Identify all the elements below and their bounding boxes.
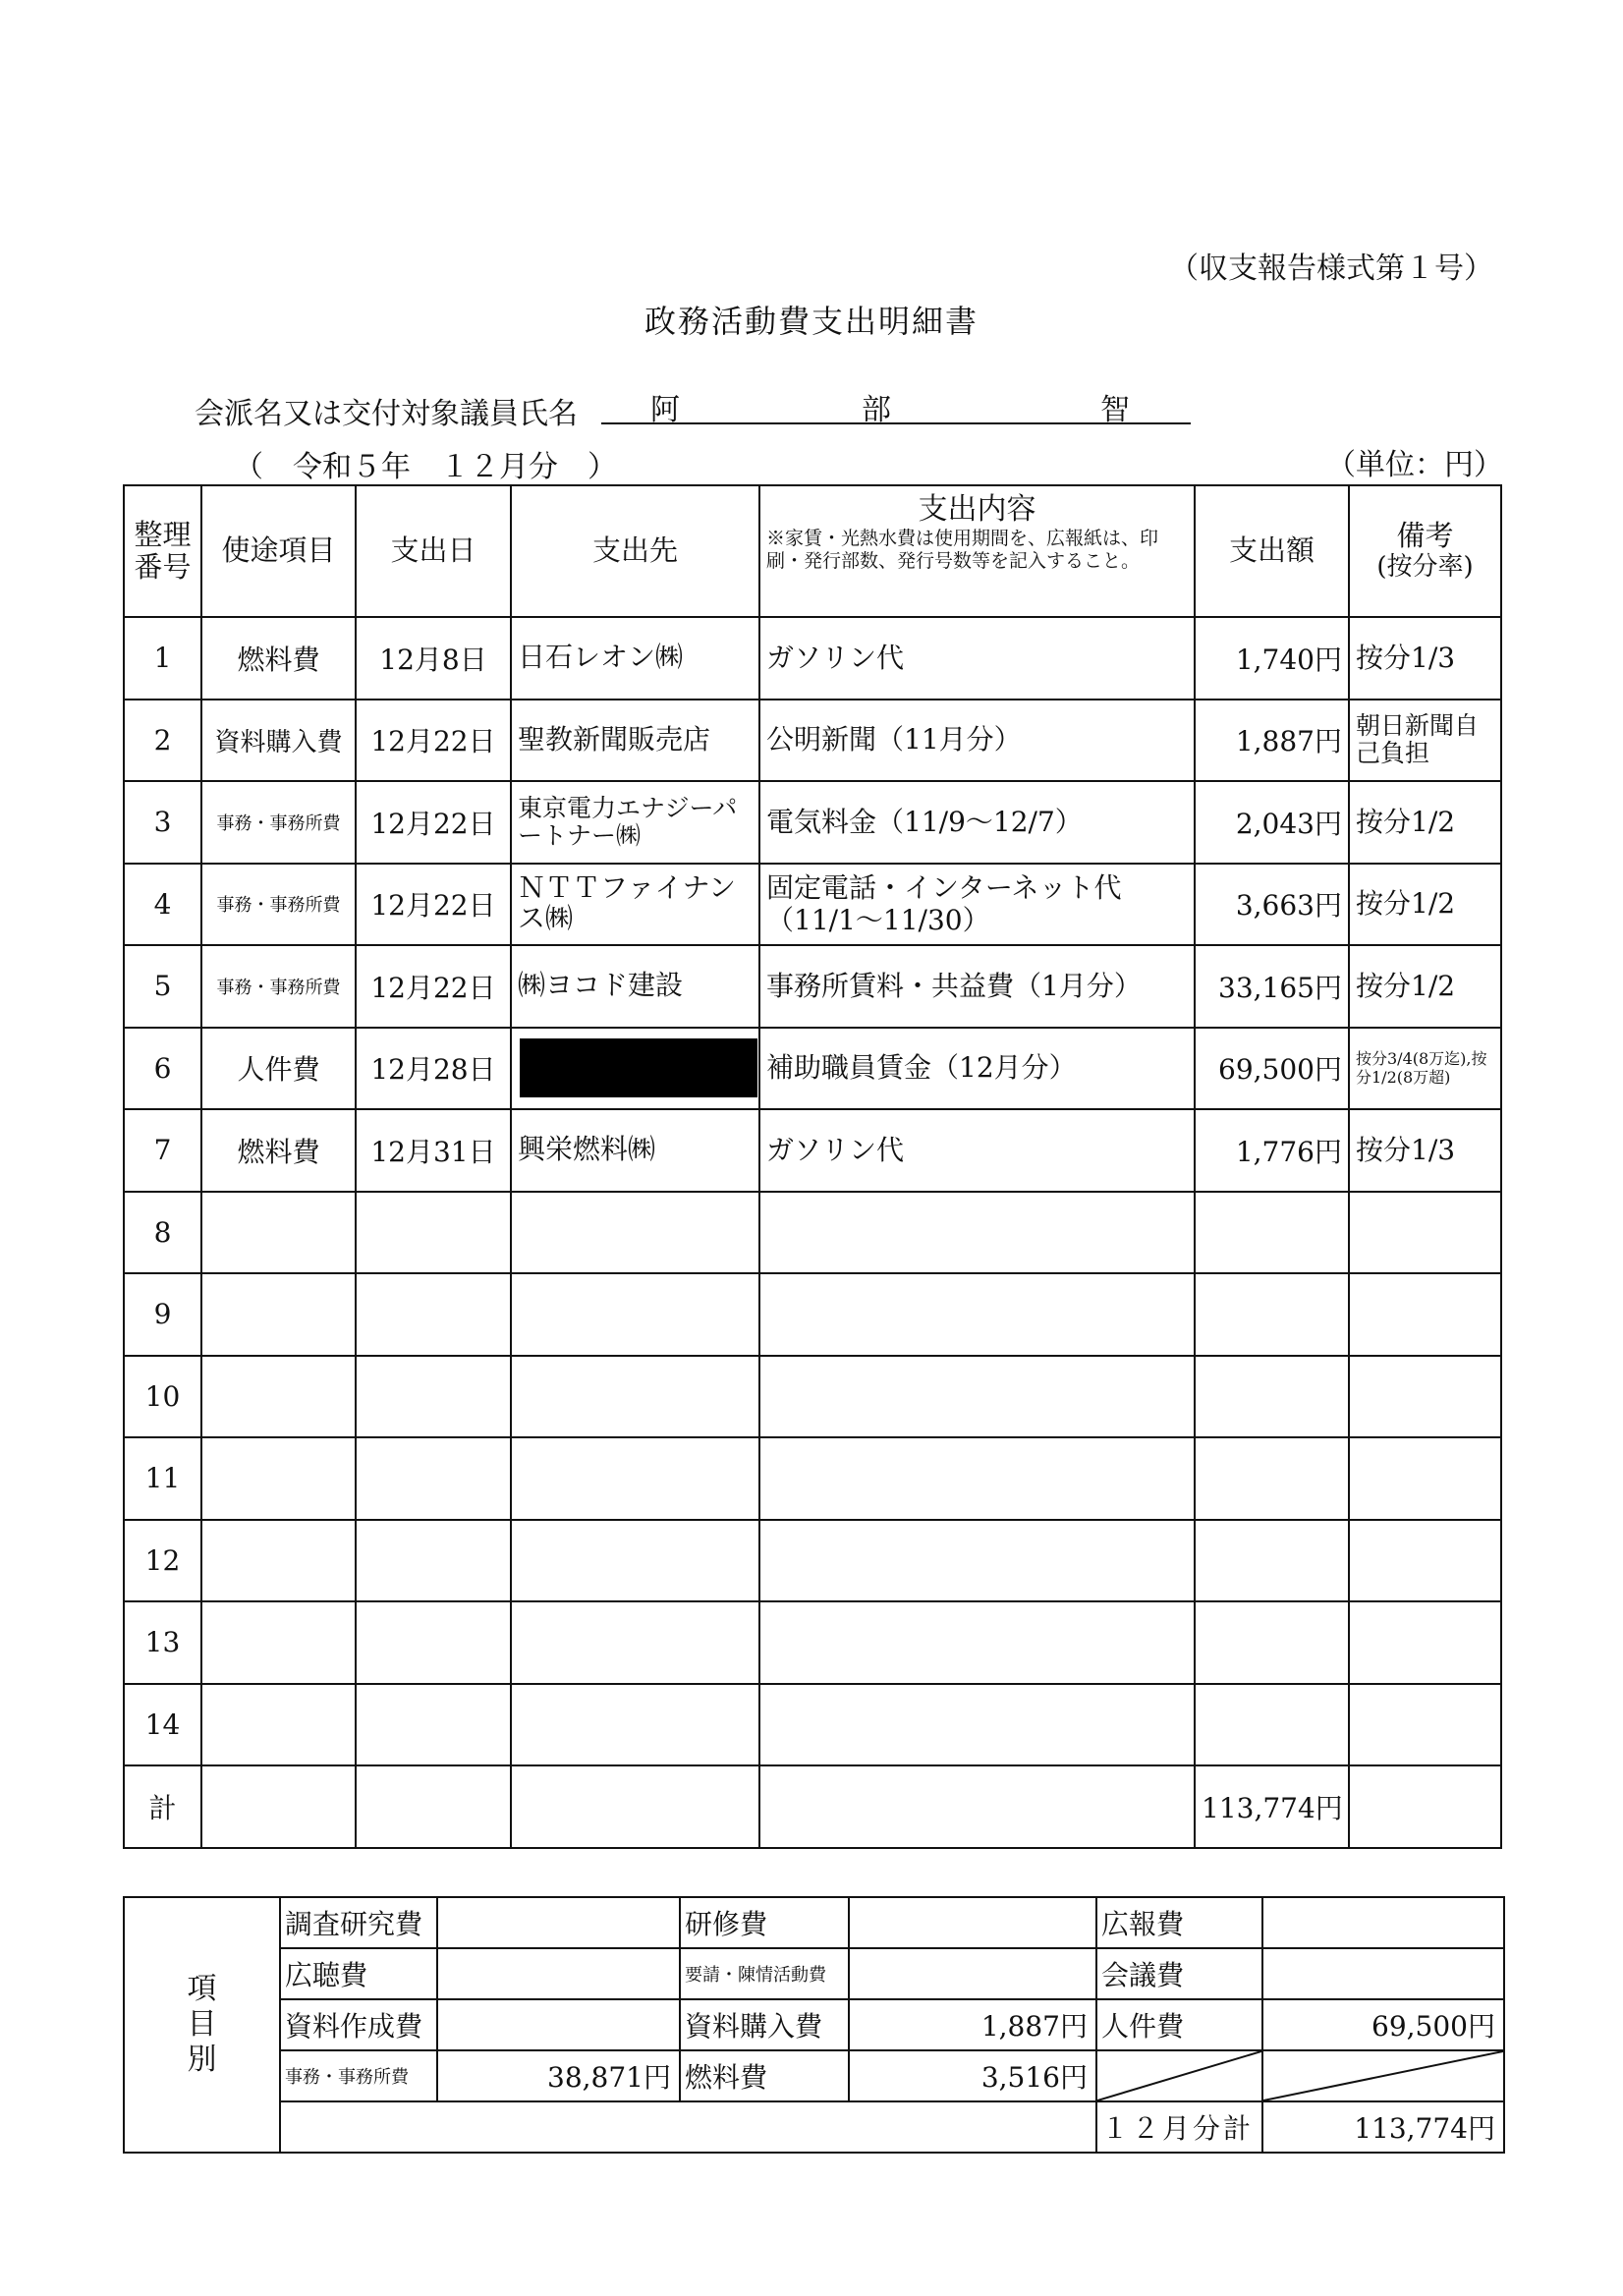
summary-fuel-amount: 3,516円	[849, 2050, 1096, 2101]
cell-total-label: 計	[124, 1765, 201, 1848]
cell-use: 燃料費	[201, 617, 356, 700]
table-row	[124, 1192, 1501, 1274]
cell-no: 11	[124, 1437, 201, 1520]
cell-date: 12月22日	[356, 781, 511, 864]
cell-use: 人件費	[201, 1028, 356, 1110]
summary-row	[124, 2050, 1504, 2101]
cell-content: 事務所賃料・共益費（1月分）	[759, 945, 1195, 1028]
cell-date: 12月22日	[356, 864, 511, 946]
cell-remarks	[1349, 1356, 1501, 1438]
summary-pr-label: 広報費	[1096, 1897, 1262, 1948]
summary-hearing-amount	[437, 1948, 680, 1999]
cell-use	[201, 1765, 356, 1848]
cell-date	[356, 1192, 511, 1274]
cell-content: 固定電話・インターネット代（11/1～11/30）	[759, 864, 1195, 946]
cell-content: ガソリン代	[759, 1109, 1195, 1192]
cell-payee: 聖教新聞販売店	[511, 700, 759, 782]
document-title: 政務活動費支出明細書	[644, 303, 979, 340]
cell-content: 補助職員賃金（12月分）	[759, 1028, 1195, 1110]
summary-meeting-amount	[1262, 1948, 1504, 1999]
cell-content: ガソリン代	[759, 617, 1195, 700]
cell-date	[356, 1601, 511, 1684]
cell-content	[759, 1356, 1195, 1438]
diagonal-cell	[1262, 2050, 1504, 2101]
cell-content: 電気料金（11/9～12/7）	[759, 781, 1195, 864]
cell-use	[201, 1356, 356, 1438]
summary-survey-amount	[437, 1897, 680, 1948]
content-header-note: ※家賃・光熱水費は使用期間を、広報紙は、印刷・発行部数、発行号数等を記入すること。	[766, 527, 1159, 573]
cell-no: 6	[124, 1028, 201, 1110]
cell-amount: 3,663円	[1195, 864, 1349, 946]
cell-remarks: 按分1/2	[1349, 864, 1501, 946]
cell-date: 12月22日	[356, 700, 511, 782]
cell-amount: 33,165円	[1195, 945, 1349, 1028]
cell-no: 2	[124, 700, 201, 782]
remarks-header-label: 備考	[1396, 519, 1454, 553]
cell-amount	[1195, 1601, 1349, 1684]
cell-use: 事務・事務所費	[201, 864, 356, 946]
party-label: 会派名又は交付対象議員氏名	[195, 397, 578, 431]
summary-office-amount: 38,871円	[437, 2050, 680, 2101]
cell-payee: ＮＴＴファイナンス㈱	[511, 864, 759, 946]
cell-amount: 1,887円	[1195, 700, 1349, 782]
summary-blank-cell	[280, 2101, 1096, 2153]
cell-payee: 日石レオン㈱	[511, 617, 759, 700]
cell-remarks	[1349, 1520, 1501, 1602]
col-header-amount: 支出額	[1195, 485, 1349, 617]
cell-use	[201, 1192, 356, 1274]
cell-payee	[511, 1356, 759, 1438]
diagonal-line	[1097, 2051, 1261, 2100]
form-number: （収支報告様式第１号）	[1169, 252, 1493, 286]
summary-row	[124, 1999, 1504, 2050]
cell-no: 12	[124, 1520, 201, 1602]
table-header-row	[124, 485, 1501, 617]
table-row	[124, 864, 1501, 946]
cell-payee: ㈱ヨコド建設	[511, 945, 759, 1028]
summary-material-creation-amount	[437, 1999, 680, 2050]
cell-date: 12月8日	[356, 617, 511, 700]
period: （ 令和５年 １２月分 ）	[234, 450, 617, 484]
cell-total-amount: 113,774円	[1195, 1765, 1349, 1848]
col-header-no: 整理番号	[124, 485, 201, 617]
cell-use: 資料購入費	[201, 700, 356, 782]
summary-training-label: 研修費	[680, 1897, 849, 1948]
cell-payee	[511, 1765, 759, 1848]
table-row	[124, 1109, 1501, 1192]
cell-content	[759, 1601, 1195, 1684]
cell-remarks	[1349, 1684, 1501, 1766]
cell-content	[759, 1520, 1195, 1602]
summary-fuel-label: 燃料費	[680, 2050, 849, 2101]
table-row	[124, 781, 1501, 864]
summary-office-label: 事務・事務所費	[280, 2050, 437, 2101]
cell-date	[356, 1765, 511, 1848]
cell-date: 12月31日	[356, 1109, 511, 1192]
cell-content	[759, 1273, 1195, 1356]
cell-no: 10	[124, 1356, 201, 1438]
month-total-label: １２月分計	[1096, 2101, 1262, 2153]
cell-payee	[511, 1684, 759, 1766]
cell-amount: 2,043円	[1195, 781, 1349, 864]
summary-petition-label: 要請・陳情活動費	[680, 1948, 849, 1999]
cell-content	[759, 1437, 1195, 1520]
expenditure-table	[123, 484, 1502, 1849]
cell-use	[201, 1437, 356, 1520]
cell-no: 8	[124, 1192, 201, 1274]
cell-no: 3	[124, 781, 201, 864]
cell-use: 燃料費	[201, 1109, 356, 1192]
summary-material-purchase-label: 資料購入費	[680, 1999, 849, 2050]
summary-training-amount	[849, 1897, 1096, 1948]
cell-date	[356, 1684, 511, 1766]
cell-content	[759, 1192, 1195, 1274]
table-row	[124, 1684, 1501, 1766]
cell-no: 4	[124, 864, 201, 946]
col-header-remarks	[1349, 485, 1501, 617]
name-part: 阿	[650, 393, 680, 427]
cell-no: 13	[124, 1601, 201, 1684]
summary-personnel-amount: 69,500円	[1262, 1999, 1504, 2050]
summary-axis-label: 項目別	[124, 1897, 280, 2153]
table-row	[124, 1601, 1501, 1684]
diagonal-line	[1263, 2051, 1503, 2100]
cell-remarks: 按分1/2	[1349, 781, 1501, 864]
cell-amount	[1195, 1273, 1349, 1356]
content-header-label: 支出内容	[918, 492, 1036, 527]
diagonal-cell	[1096, 2050, 1262, 2101]
cell-use: 事務・事務所費	[201, 945, 356, 1028]
cell-use	[201, 1601, 356, 1684]
redaction-bar	[520, 1038, 757, 1097]
summary-personnel-label: 人件費	[1096, 1999, 1262, 2050]
summary-meeting-label: 会議費	[1096, 1948, 1262, 1999]
cell-no: 7	[124, 1109, 201, 1192]
cell-date	[356, 1520, 511, 1602]
table-row	[124, 1028, 1501, 1110]
cell-content	[759, 1684, 1195, 1766]
member-name	[601, 383, 1191, 427]
cell-payee	[511, 1520, 759, 1602]
cell-amount	[1195, 1192, 1349, 1274]
cell-remarks	[1349, 1601, 1501, 1684]
cell-amount: 1,740円	[1195, 617, 1349, 700]
cell-remarks: 按分3/4(8万迄),按分1/2(8万超)	[1349, 1028, 1501, 1110]
cell-amount: 69,500円	[1195, 1028, 1349, 1110]
table-row	[124, 1520, 1501, 1602]
col-header-content	[759, 485, 1195, 617]
month-total-amount: 113,774円	[1262, 2101, 1504, 2153]
cell-use	[201, 1273, 356, 1356]
cell-use	[201, 1520, 356, 1602]
col-header-use: 使途項目	[201, 485, 356, 617]
summary-pr-amount	[1262, 1897, 1504, 1948]
total-row	[124, 1765, 1501, 1848]
table-row	[124, 1437, 1501, 1520]
cell-payee	[511, 1192, 759, 1274]
cell-payee: 興栄燃料㈱	[511, 1109, 759, 1192]
summary-material-purchase-amount: 1,887円	[849, 1999, 1096, 2050]
cell-payee	[511, 1028, 759, 1110]
cell-use	[201, 1684, 356, 1766]
unit-label: （単位：円）	[1326, 448, 1503, 482]
cell-no: 9	[124, 1273, 201, 1356]
cell-date	[356, 1437, 511, 1520]
summary-hearing-label: 広聴費	[280, 1948, 437, 1999]
cell-no: 5	[124, 945, 201, 1028]
summary-petition-amount	[849, 1948, 1096, 1999]
cell-remarks: 按分1/3	[1349, 1109, 1501, 1192]
summary-material-creation-label: 資料作成費	[280, 1999, 437, 2050]
cell-payee	[511, 1437, 759, 1520]
cell-date: 12月28日	[356, 1028, 511, 1110]
cell-date: 12月22日	[356, 945, 511, 1028]
table-row	[124, 700, 1501, 782]
summary-row	[124, 1897, 1504, 1948]
cell-remarks: 朝日新聞自己負担	[1349, 700, 1501, 782]
cell-amount	[1195, 1356, 1349, 1438]
cell-no: 1	[124, 617, 201, 700]
cell-payee: 東京電力エナジーパートナー㈱	[511, 781, 759, 864]
cell-remarks	[1349, 1192, 1501, 1274]
cell-remarks: 按分1/2	[1349, 945, 1501, 1028]
cell-payee	[511, 1273, 759, 1356]
name-part: 部	[862, 393, 891, 427]
remarks-header-sub: (按分率)	[1376, 551, 1474, 582]
table-row	[124, 1356, 1501, 1438]
cell-amount	[1195, 1684, 1349, 1766]
col-header-payee: 支出先	[511, 485, 759, 617]
cell-amount	[1195, 1520, 1349, 1602]
cell-remarks	[1349, 1437, 1501, 1520]
cell-payee	[511, 1601, 759, 1684]
summary-survey-label: 調査研究費	[280, 1897, 437, 1948]
cell-date	[356, 1356, 511, 1438]
table-row	[124, 617, 1501, 700]
table-row	[124, 945, 1501, 1028]
cell-date	[356, 1273, 511, 1356]
cell-remarks	[1349, 1765, 1501, 1848]
summary-table	[123, 1896, 1505, 2154]
cell-content	[759, 1765, 1195, 1848]
cell-amount: 1,776円	[1195, 1109, 1349, 1192]
col-header-date: 支出日	[356, 485, 511, 617]
cell-remarks	[1349, 1273, 1501, 1356]
table-row	[124, 1273, 1501, 1356]
cell-no: 14	[124, 1684, 201, 1766]
cell-amount	[1195, 1437, 1349, 1520]
cell-remarks: 按分1/3	[1349, 617, 1501, 700]
name-part: 智	[1100, 393, 1130, 427]
cell-use: 事務・事務所費	[201, 781, 356, 864]
cell-content: 公明新聞（11月分）	[759, 700, 1195, 782]
summary-row	[124, 2101, 1504, 2153]
summary-row	[124, 1948, 1504, 1999]
